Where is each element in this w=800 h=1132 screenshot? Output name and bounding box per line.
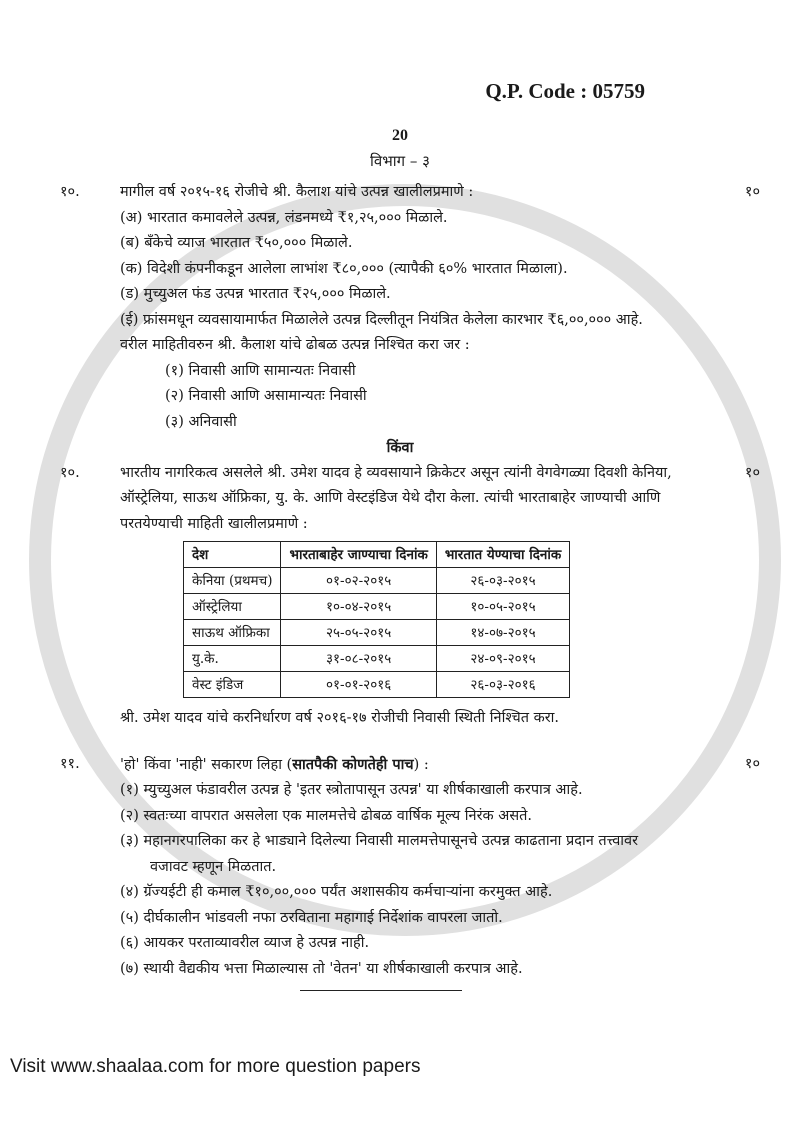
question-number: १०.	[60, 184, 80, 200]
travel-table	[183, 541, 570, 698]
list-item: (क) विदेशी कंपनीकडून आलेला लाभांश ₹८०,००० (त्यापैकी ६०% भारतात मिळाला).	[120, 260, 568, 277]
list-item: (६) आयकर परताव्यावरील व्याज हे उत्पन्न नाही.	[120, 935, 370, 951]
intro-end-text: ) :	[413, 756, 429, 773]
question-number: ११.	[60, 755, 80, 772]
list-item: (१) म्युच्युअल फंडावरील उत्पन्न हे 'इतर स्त्रोतापासून उत्पन्न' या शीर्षकाखाली करपात्र आहे.	[120, 782, 583, 798]
question-text: भारतीय नागरिकत्व असलेले श्री. उमेश यादव हे व्यवसायाने क्रिकेटर असून त्यांनी वेगवेगळ्या दिवशी	[120, 464, 628, 481]
list-item: (३) अनिवासी	[165, 413, 237, 430]
list-item: (३) महानगरपालिका कर हे भाड्याने दिलेल्या निवासी मालमत्तेपासूनचे उत्पन्न काढताना प्रदान तत्त्वावर	[120, 833, 639, 849]
table-cell: २६-०३-२०१६	[436, 672, 569, 698]
question-prompt: श्री. उमेश यादव यांचे करनिर्धारण वर्ष २०१६-१७ रोजीची निवासी स्थिती निश्चित करा.	[120, 710, 560, 726]
table-row	[184, 646, 570, 672]
question-marks: १०	[744, 184, 760, 200]
table-row	[184, 594, 570, 620]
list-item: (२) निवासी आणि असामान्यतः निवासी	[165, 388, 367, 404]
question-prompt: वरील माहितीवरुन श्री. कैलाश यांचे ढोबळ उत्पन्न निश्चित करा जर :	[120, 337, 470, 353]
table-cell: २५-०५-२०१५	[281, 620, 436, 646]
table-row	[184, 568, 570, 594]
table-cell: २४-०९-२०१५	[436, 646, 569, 672]
list-item-continued: वजावट म्हणून मिळतात.	[150, 858, 277, 875]
column-header: भारतात येण्याचा दिनांक	[436, 542, 569, 568]
list-item: (ई) फ्रांसमधून व्यवसायामार्फत मिळालेले उत्पन्न दिल्लीतून नियंत्रित केलेला कारभार ₹६,००,००० आहे.	[120, 311, 643, 328]
intro-bold-text: सातपैकी कोणतेही पाच	[292, 755, 414, 773]
table-cell: साऊथ ऑफ्रिका	[184, 620, 281, 646]
question-text: केनिया, ऑस्ट्रेलिया, साऊथ ऑफ्रिका, यु. के. आणि वेस्टइंडिज येथे दौरा केला. त्यांची भारताबाहेर	[120, 464, 672, 506]
intro-text: 'हो' किंवा 'नाही' सकारण लिहा (	[120, 756, 293, 773]
table-cell: १०-०४-२०१५	[281, 594, 436, 620]
question-intro	[120, 752, 718, 779]
footer-link[interactable]: Visit www.shaalaa.com for more question papers	[10, 1056, 421, 1077]
question-10-alternative	[60, 461, 760, 538]
list-item: (२) स्वतःच्या वापरात असलेला एक मालमत्तेचे ढोबळ वार्षिक मूल्य निरंक असते.	[120, 807, 532, 824]
list-item: (ड) मुच्युअल फंड उत्पन्न भारतात ₹२५,००० मिळाले.	[120, 286, 391, 302]
table-cell: वेस्ट इंडिज	[184, 672, 281, 698]
question-text: जाण्याची आणि परतयेण्याची माहिती खालीलप्रमाणे :	[120, 490, 661, 532]
table-row	[184, 672, 570, 698]
list-item: (७) स्थायी वैद्यकीय भत्ता मिळाल्यास तो 'वेतन' या शीर्षकाखाली करपात्र आहे.	[120, 960, 523, 977]
table-cell: ०१-०२-२०१५	[281, 568, 436, 594]
qp-code: Q.P. Code : 05759	[485, 79, 645, 103]
question-10	[60, 180, 760, 206]
column-header: भारताबाहेर जाण्याचा दिनांक	[281, 542, 436, 568]
question-marks: १०	[744, 464, 760, 481]
list-item: (अ) भारतात कमावलेले उत्पन्न, लंडनमध्ये ₹१,२५,००० मिळाले.	[120, 209, 448, 226]
or-label: किंवा	[386, 439, 414, 456]
section-heading: विभाग – ३	[370, 152, 430, 170]
table-cell: ऑस्ट्रेलिया	[184, 594, 281, 620]
table-cell: २६-०३-२०१५	[436, 568, 569, 594]
list-item: (ब) बँकेचे व्याज भारतात ₹५०,००० मिळाले.	[120, 235, 353, 251]
list-item: (४) ग्रॅज्यईटी ही कमाल ₹१०,००,००० पर्यंत अशासकीय कर्मचाऱ्यांना करमुक्त आहे.	[120, 884, 553, 900]
table-row	[184, 620, 570, 646]
end-divider	[300, 990, 462, 991]
question-text-block	[120, 461, 718, 538]
list-item: (५) दीर्घकालीन भांडवली नफा ठरविताना महागाई निर्देशांक वापरला जातो.	[120, 909, 503, 926]
table-cell: १०-०५-२०१५	[436, 594, 569, 620]
question-marks: १०	[744, 755, 760, 772]
question-intro: मागील वर्ष २०१५-१६ रोजीचे श्री. कैलाश यांचे उत्पन्न खालीलप्रमाणे :	[120, 184, 474, 200]
table-cell: यु.के.	[184, 646, 281, 672]
table-cell: १४-०७-२०१५	[436, 620, 569, 646]
question-11	[60, 752, 760, 779]
table-cell: ०१-०१-२०१६	[281, 672, 436, 698]
page-number: 20	[392, 127, 408, 144]
table-cell: ३१-०८-२०१५	[281, 646, 436, 672]
table-cell: केनिया (प्रथमच)	[184, 568, 281, 594]
question-number: १०.	[60, 464, 80, 481]
list-item: (१) निवासी आणि सामान्यतः निवासी	[165, 362, 356, 379]
table-header-row	[184, 542, 570, 568]
column-header: देश	[184, 542, 281, 568]
